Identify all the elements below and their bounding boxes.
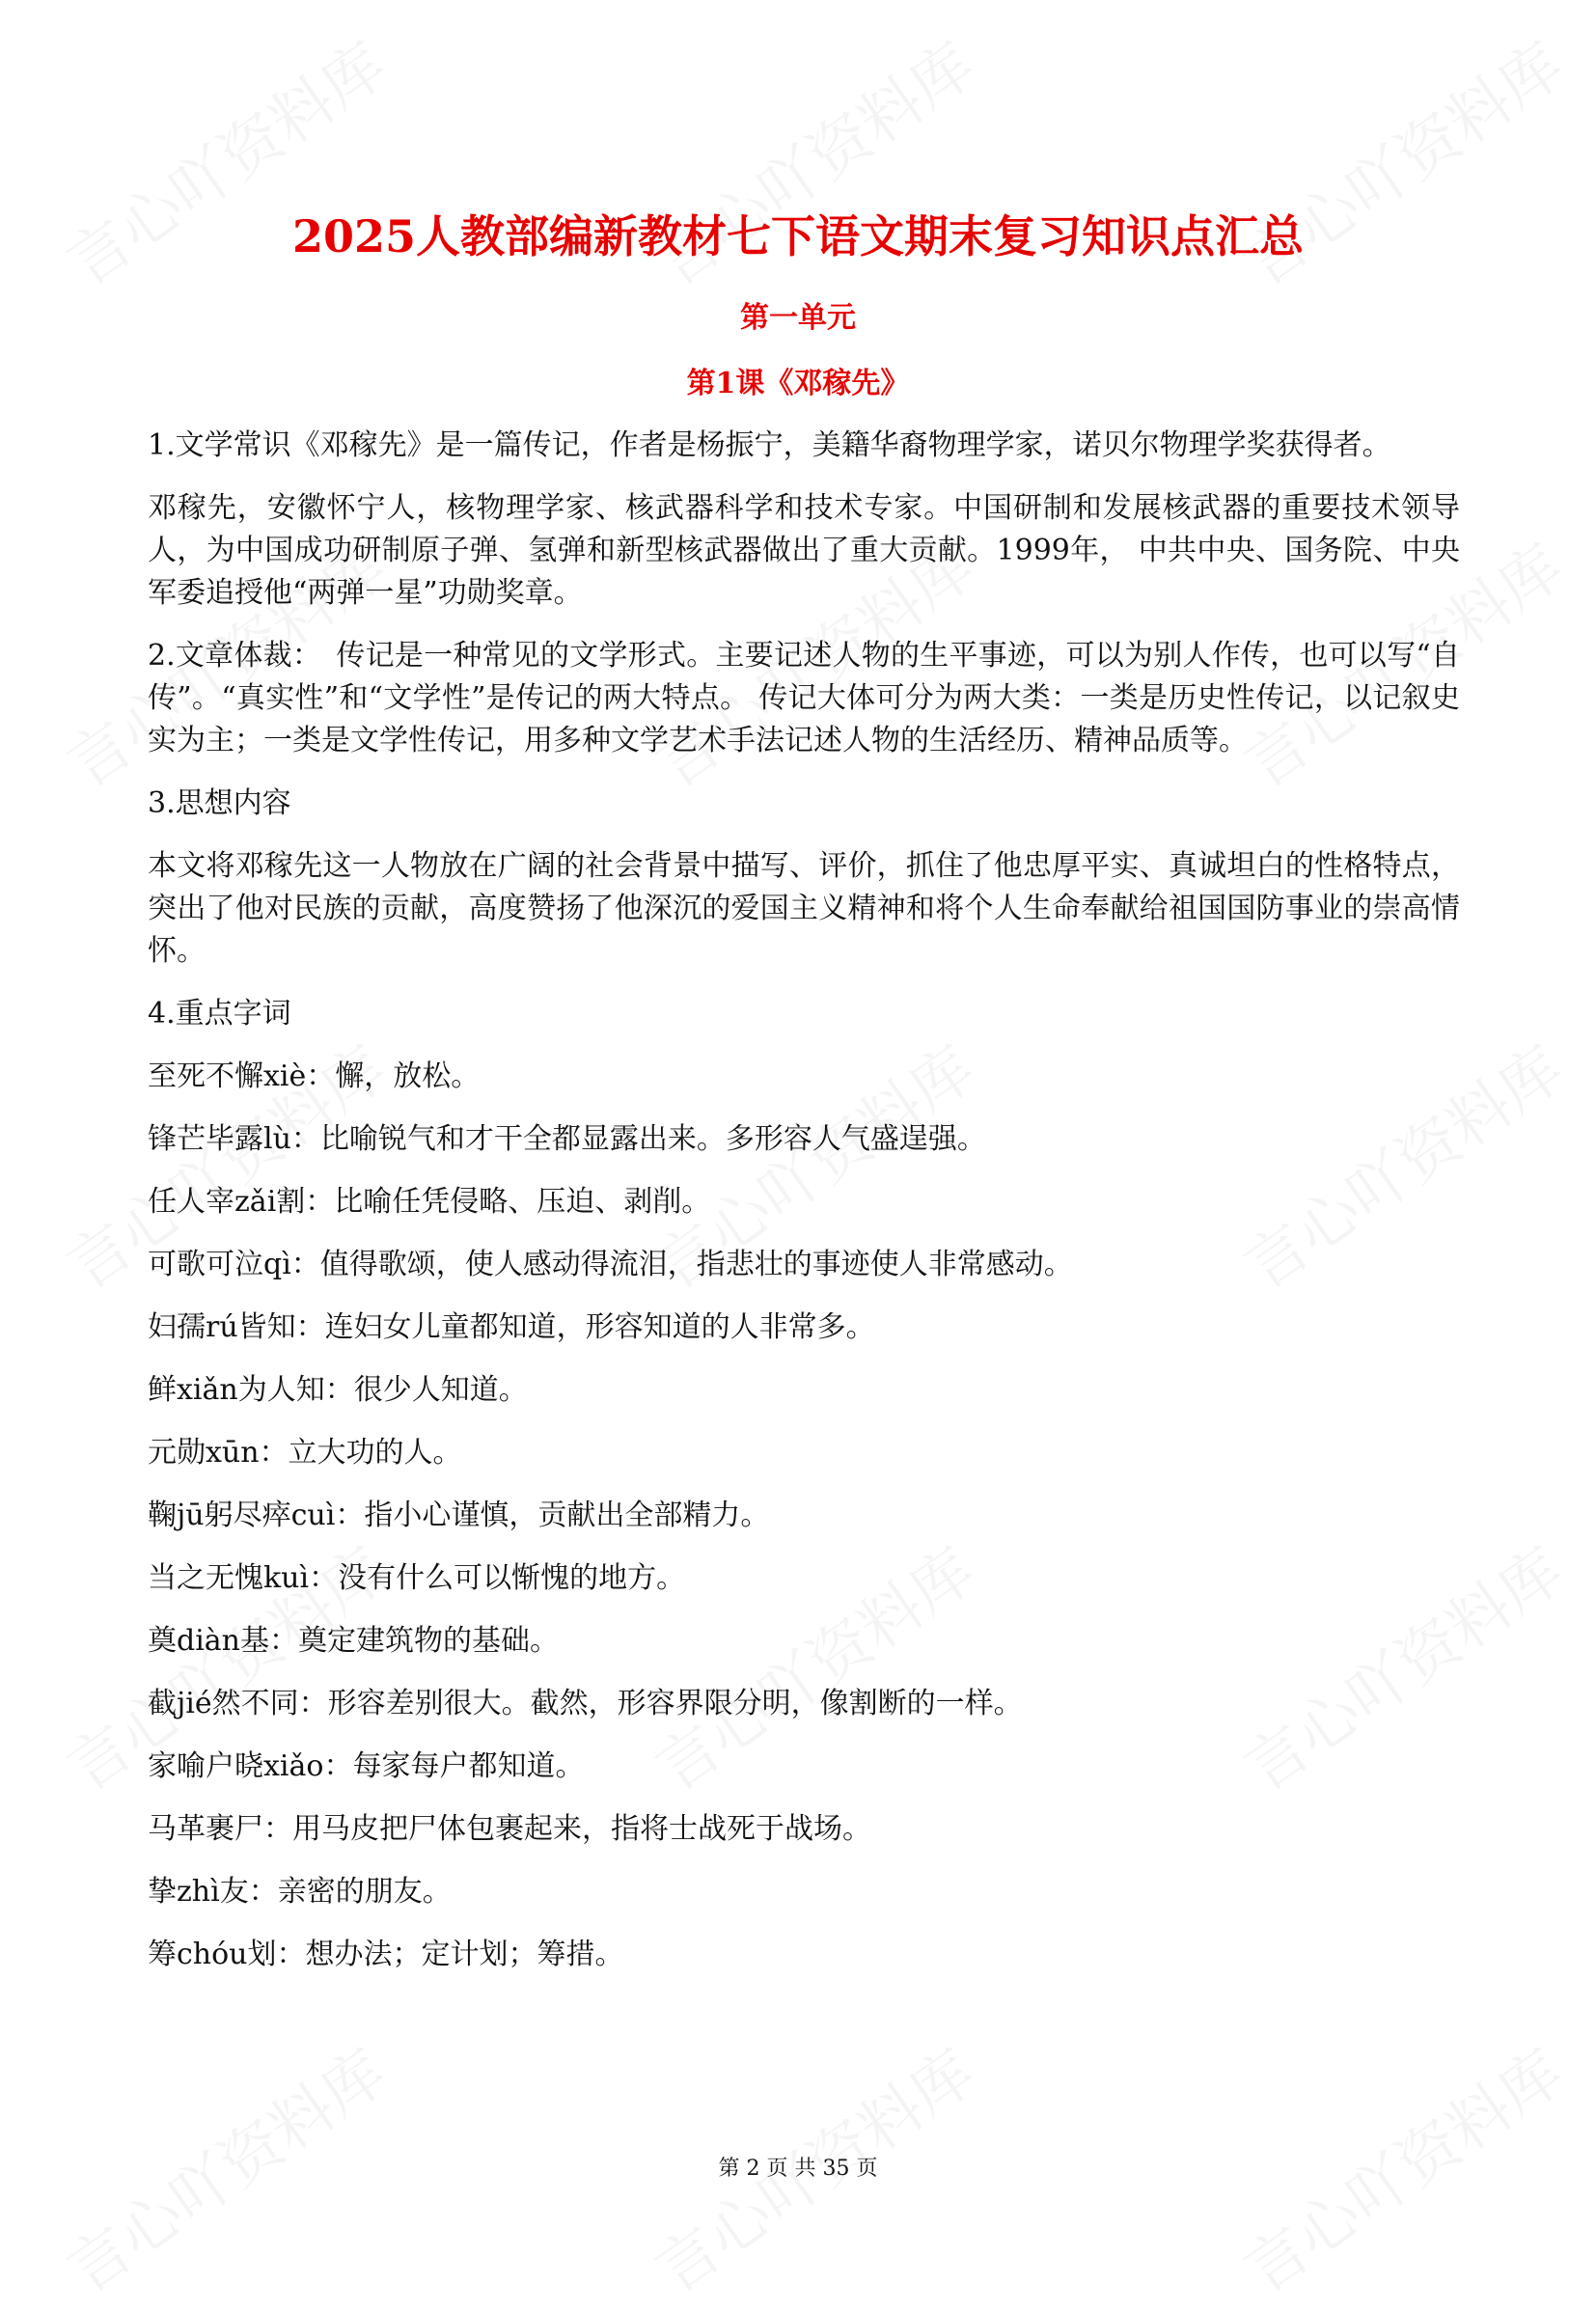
vocab-item: 锋芒毕露lù：比喻锐气和才干全都显露出来。多形容人气盛逞强。 (148, 1122, 986, 1156)
vocab-item: 妇孺rú皆知：连妇女儿童都知道，形容知道的人非常多。 (148, 1310, 875, 1344)
unit-heading: 第一单元 (740, 301, 856, 335)
section-heading-vocabulary: 4.重点字词 (148, 997, 291, 1031)
document-body (148, 425, 1460, 1996)
vocab-item: 至死不懈xiè：懈，放松。 (148, 1059, 481, 1093)
vocab-item: 鞠jū躬尽瘁cuì：指小心谨慎，贡献出全部精力。 (148, 1499, 770, 1532)
vocab-item: 筹chóu划：想办法；定计划；筹措。 (148, 1938, 624, 1971)
paragraph-genre: 2.文章体裁： 传记是一种常见的文学形式。主要记述人物的生平事迹，可以为别人作传，也可以写“自传”。“真实性”和“文学性”是传记的两大特点。 传记大体可分为两大类：一类是历史性传记，以记叙史实为主；一类是文学性传记，用多种文学艺术手法记述人物的生活经历、精神品质等。 (148, 639, 1460, 757)
paragraph-theme: 本文将邓稼先这一人物放在广阔的社会背景中描写、评价，抓住了他忠厚平实、真诚坦白的性格特点，突出了他对民族的贡献，高度赞扬了他深沉的爱国主义精神和将个人生命奉献给祖国国防事业的崇高情怀。 (148, 849, 1460, 968)
vocab-item: 元勋xūn：立大功的人。 (148, 1436, 462, 1470)
vocab-item: 当之无愧kuì：没有什么可以惭愧的地方。 (148, 1561, 686, 1595)
vocab-item: 挚zhì友：亲密的朋友。 (148, 1875, 452, 1909)
document-title: 2025人教部编新教材七下语文期末复习知识点汇总 (291, 210, 1305, 262)
vocab-item: 家喻户晓xiǎo：每家每户都知道。 (148, 1749, 585, 1783)
vocab-item: 马革裹尸：用马皮把尸体包裹起来，指将士战死于战场。 (148, 1812, 871, 1846)
vocab-item: 任人宰zǎi割：比喻任凭侵略、压迫、剥削。 (148, 1185, 711, 1219)
lesson-heading: 第1课《邓稼先》 (686, 367, 910, 400)
paragraph-author-bio: 邓稼先，安徽怀宁人，核物理学家、核武器科学和技术专家。中国研制和发展核武器的重要技术领导人，为中国成功研制原子弹、氢弹和新型核武器做出了重大贡献。1999年， 中共中央、国务院、中央军委追授他“两弹一星”功勋奖章。 (148, 491, 1460, 610)
paragraph-literary-knowledge: 1.文学常识《邓稼先》是一篇传记，作者是杨振宁，美籍华裔物理学家，诺贝尔物理学奖获得者。 (148, 428, 1391, 462)
vocab-item: 截jié然不同：形容差别很大。截然，形容界限分明，像割断的一样。 (148, 1687, 1023, 1720)
vocab-item: 奠diàn基：奠定建筑物的基础。 (148, 1624, 560, 1658)
section-heading-theme: 3.思想内容 (148, 786, 291, 820)
vocab-item: 鲜xiǎn为人知：很少人知道。 (148, 1373, 528, 1407)
page-number: 第 2 页 共 35 页 (718, 2157, 878, 2181)
vocab-item: 可歌可泣qì：值得歌颂，使人感动得流泪，指悲壮的事迹使人非常感动。 (148, 1248, 1073, 1281)
